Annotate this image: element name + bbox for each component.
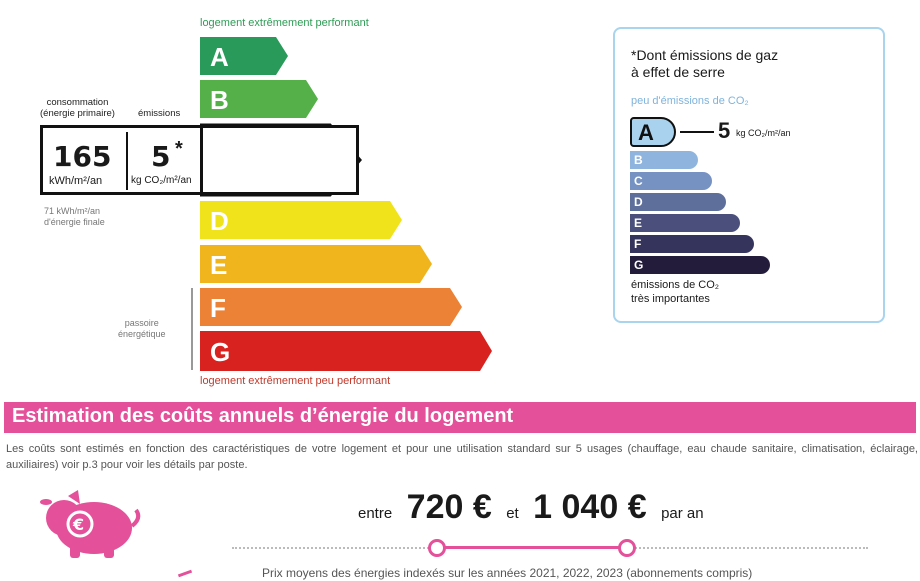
emissions-value: 5 [151, 140, 171, 173]
per-year-text: par an [661, 505, 704, 522]
passoire-label: passoire énergétique [118, 318, 166, 339]
arrow-icon [178, 570, 192, 578]
box-divider-right [200, 125, 203, 195]
gas-class-e: E [630, 214, 740, 232]
cost-max: 1 040 € [533, 488, 647, 526]
gas-current-marker-line [680, 131, 714, 133]
piggy-bank-icon [38, 488, 144, 560]
energy-class-f [200, 286, 466, 328]
costs-description: Les coûts sont estimés en fonction des caractéristiques de votre logement et pour une utilisation standard sur 5 usages (chauffage, eau chaude sanitaire, climatisation, éclairage, auxiliaires) voir p.3 pour voir les détails par poste. [6, 443, 918, 471]
energy-class-g [200, 329, 496, 373]
and-text: et [506, 505, 519, 522]
range-solid-line [436, 546, 626, 549]
emissions-label: émissions [138, 108, 181, 119]
energy-class-letter: B [210, 85, 229, 115]
passoire-bracket [191, 288, 193, 370]
consumption-unit: kWh/m²/an [49, 175, 103, 187]
gas-title: *Dont émissions de gaz à effet de serre [631, 47, 779, 80]
energy-class-letter: E [210, 250, 228, 280]
gas-current-unit: kg CO₂/m²/an [736, 128, 791, 138]
cost-min: 720 € [406, 488, 492, 526]
energy-class-letter: D [210, 206, 229, 236]
current-class-box [40, 125, 359, 195]
costs-title: Estimation des coûts annuels d’énergie du logement [12, 405, 514, 427]
energy-class-e [200, 243, 436, 285]
price-footnote: Prix moyens des énergies indexés sur les années 2021, 2022, 2023 (abonnements compris) [262, 566, 753, 580]
emissions-star: * [175, 138, 183, 160]
energy-class-d [200, 199, 406, 241]
range-min-marker [428, 539, 446, 557]
consumption-label: consommation (énergie primaire) [40, 97, 115, 119]
svg-text:€: € [73, 515, 85, 534]
gas-class-a: A [630, 117, 676, 147]
gas-class-b: B [630, 151, 698, 169]
gas-low-label: peu d'émissions de CO₂ [631, 95, 749, 107]
gas-class-c: C [630, 172, 712, 190]
gas-high-label: émissions de CO₂ très importantes [631, 279, 720, 305]
energy-class-letter: A [210, 42, 229, 72]
energy-class-a [200, 35, 292, 77]
final-energy-note: 71 kWh/m²/an d'énergie finale [44, 206, 105, 227]
gas-class-g: G [630, 256, 770, 274]
energy-class-letter: F [210, 293, 226, 323]
range-max-marker [618, 539, 636, 557]
gas-class-d: D [630, 193, 726, 211]
energy-class-letter: G [210, 337, 231, 367]
box-divider [126, 132, 128, 190]
between-text: entre [358, 505, 393, 522]
gas-class-f: F [630, 235, 754, 253]
bottom-performance-label: logement extrêmement peu performant [200, 375, 391, 387]
energy-class-b [200, 78, 322, 120]
costs-banner [4, 402, 916, 433]
top-performance-label: logement extrêmement performant [200, 17, 369, 29]
gas-current-value: 5 [718, 118, 731, 143]
consumption-value: 165 [53, 140, 112, 173]
emissions-unit: kg CO₂/m²/an [131, 175, 192, 186]
cost-range [358, 488, 704, 527]
